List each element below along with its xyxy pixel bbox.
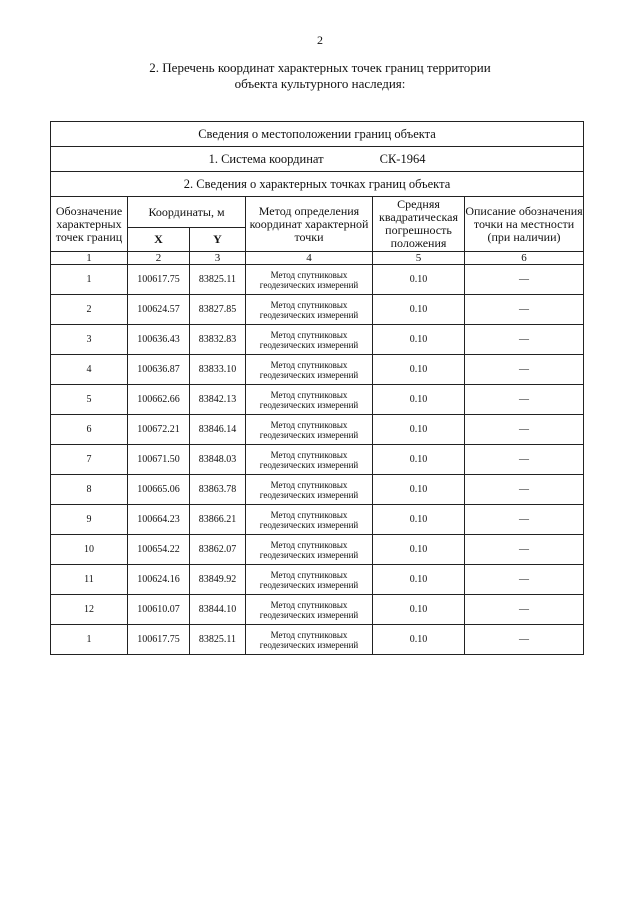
table-row <box>51 385 584 415</box>
coord-y: 83846.14 <box>190 415 246 445</box>
column-numbers-row <box>51 252 584 265</box>
method-line-1: Метод спутниковых <box>270 539 348 550</box>
method-line-1: Метод спутниковых <box>270 629 348 640</box>
description-dash: — <box>519 454 530 465</box>
point-number: 9 <box>51 505 128 535</box>
coord-y: 83862.07 <box>190 535 246 565</box>
description-dash: — <box>519 364 530 375</box>
point-number: 10 <box>51 535 128 565</box>
mean-square-error: 0.10 <box>373 595 465 625</box>
mean-square-error: 0.10 <box>373 445 465 475</box>
coord-x: 100672.21 <box>128 415 190 445</box>
method-line-1: Метод спутниковых <box>270 479 348 490</box>
method-line-1: Метод спутниковых <box>270 569 348 580</box>
point-number: 7 <box>51 445 128 475</box>
method <box>246 325 373 355</box>
method-line-1: Метод спутниковых <box>270 329 348 340</box>
mean-square-error: 0.10 <box>373 385 465 415</box>
description-dash: — <box>519 304 530 315</box>
description-dash: — <box>519 484 530 495</box>
coord-x: 100662.66 <box>128 385 190 415</box>
point-description <box>465 535 584 565</box>
column-number: 6 <box>465 252 584 265</box>
description-dash: — <box>519 634 530 645</box>
table-row <box>51 475 584 505</box>
header-coordinates: Координаты, м <box>128 197 246 228</box>
table-row <box>51 595 584 625</box>
mean-square-error: 0.10 <box>373 475 465 505</box>
point-number: 2 <box>51 295 128 325</box>
point-description <box>465 325 584 355</box>
point-description <box>465 445 584 475</box>
table-row <box>51 625 584 655</box>
table-row <box>51 295 584 325</box>
coord-x: 100617.75 <box>128 625 190 655</box>
table-row <box>51 355 584 385</box>
header-designation: Обозначение характерных точек границ <box>51 197 128 252</box>
coord-y: 83825.11 <box>190 265 246 295</box>
header-error: Средняя квадратическая погрешность положения <box>373 197 465 252</box>
description-dash: — <box>519 574 530 585</box>
method-line-1: Метод спутниковых <box>270 359 348 370</box>
method-line-2: геодезических измерений <box>259 369 359 380</box>
point-number: 6 <box>51 415 128 445</box>
method <box>246 415 373 445</box>
method <box>246 475 373 505</box>
coord-x: 100617.75 <box>128 265 190 295</box>
point-description <box>465 415 584 445</box>
method <box>246 295 373 325</box>
coord-x: 100665.06 <box>128 475 190 505</box>
coord-y: 83849.92 <box>190 565 246 595</box>
method <box>246 625 373 655</box>
mean-square-error: 0.10 <box>373 625 465 655</box>
point-description <box>465 505 584 535</box>
table-row <box>51 415 584 445</box>
page-number: 2 <box>317 33 323 47</box>
method-line-1: Метод спутниковых <box>270 389 348 400</box>
table-row <box>51 535 584 565</box>
method-line-1: Метод спутниковых <box>270 269 348 280</box>
coord-x: 100624.16 <box>128 565 190 595</box>
method-line-1: Метод спутниковых <box>270 509 348 520</box>
coord-y: 83863.78 <box>190 475 246 505</box>
table-banner-row <box>51 122 584 147</box>
point-description <box>465 595 584 625</box>
coordinate-system-row <box>51 147 584 172</box>
method-line-2: геодезических измерений <box>259 549 359 560</box>
description-dash: — <box>519 544 530 555</box>
coord-y: 83866.21 <box>190 505 246 535</box>
coord-x: 100636.87 <box>128 355 190 385</box>
method <box>246 445 373 475</box>
description-dash: — <box>519 514 530 525</box>
coord-y: 83832.83 <box>190 325 246 355</box>
mean-square-error: 0.10 <box>373 535 465 565</box>
method-line-2: геодезических измерений <box>259 279 359 290</box>
method <box>246 565 373 595</box>
points-details-label: 2. Сведения о характерных точках границ объекта <box>51 172 584 197</box>
method-line-2: геодезических измерений <box>259 519 359 530</box>
coord-x: 100610.07 <box>128 595 190 625</box>
mean-square-error: 0.10 <box>373 415 465 445</box>
table-row <box>51 265 584 295</box>
method-line-1: Метод спутниковых <box>270 419 348 430</box>
method-line-2: геодезических измерений <box>259 459 359 470</box>
coord-y: 83844.10 <box>190 595 246 625</box>
coord-x: 100671.50 <box>128 445 190 475</box>
coord-x: 100654.22 <box>128 535 190 565</box>
point-number: 1 <box>51 265 128 295</box>
method-line-2: геодезических измерений <box>259 579 359 590</box>
column-number: 1 <box>51 252 128 265</box>
point-description <box>465 355 584 385</box>
description-dash: — <box>519 274 530 285</box>
coord-x: 100636.43 <box>128 325 190 355</box>
point-number: 4 <box>51 355 128 385</box>
column-number: 2 <box>128 252 190 265</box>
header-y: Y <box>190 228 246 252</box>
method <box>246 535 373 565</box>
table-header-row <box>51 197 584 228</box>
method <box>246 505 373 535</box>
point-number: 12 <box>51 595 128 625</box>
mean-square-error: 0.10 <box>373 505 465 535</box>
point-description <box>465 295 584 325</box>
table-banner: Сведения о местоположении границ объекта <box>51 122 584 147</box>
point-number: 11 <box>51 565 128 595</box>
header-x: X <box>128 228 190 252</box>
coordinates-table <box>50 121 584 655</box>
point-description <box>465 265 584 295</box>
point-number: 1 <box>51 625 128 655</box>
mean-square-error: 0.10 <box>373 325 465 355</box>
table-row <box>51 565 584 595</box>
document-title <box>0 60 640 92</box>
table-row <box>51 445 584 475</box>
mean-square-error: 0.10 <box>373 265 465 295</box>
coord-x: 100664.23 <box>128 505 190 535</box>
method-line-2: геодезических измерений <box>259 609 359 620</box>
mean-square-error: 0.10 <box>373 355 465 385</box>
method-line-2: геодезических измерений <box>259 309 359 320</box>
mean-square-error: 0.10 <box>373 295 465 325</box>
method-line-2: геодезических измерений <box>259 429 359 440</box>
method <box>246 385 373 415</box>
coord-y: 83825.11 <box>190 625 246 655</box>
coordinate-system-label: 1. Система координат <box>208 151 324 166</box>
point-number: 3 <box>51 325 128 355</box>
point-number: 5 <box>51 385 128 415</box>
column-number: 3 <box>190 252 246 265</box>
method <box>246 595 373 625</box>
column-number: 5 <box>373 252 465 265</box>
coord-x: 100624.57 <box>128 295 190 325</box>
coord-y: 83833.10 <box>190 355 246 385</box>
column-number: 4 <box>246 252 373 265</box>
method <box>246 355 373 385</box>
document-title-line-2: объекта культурного наследия: <box>234 76 406 91</box>
table-row <box>51 505 584 535</box>
point-description <box>465 625 584 655</box>
point-number: 8 <box>51 475 128 505</box>
method-line-2: геодезических измерений <box>259 489 359 500</box>
description-dash: — <box>519 424 530 435</box>
table-row <box>51 325 584 355</box>
document-title-line-1: 2. Перечень координат характерных точек границ территории <box>149 60 491 75</box>
method-line-1: Метод спутниковых <box>270 299 348 310</box>
header-method: Метод определения координат характерной точки <box>246 197 373 252</box>
mean-square-error: 0.10 <box>373 565 465 595</box>
coord-y: 83827.85 <box>190 295 246 325</box>
point-description <box>465 475 584 505</box>
description-dash: — <box>519 334 530 345</box>
method-line-2: геодезических измерений <box>259 339 359 350</box>
header-description: Описание обозначения точки на местности (при наличии) <box>465 197 584 252</box>
coordinate-system-value: СК-1964 <box>379 151 426 166</box>
points-details-row <box>51 172 584 197</box>
method-line-1: Метод спутниковых <box>270 449 348 460</box>
method-line-2: геодезических измерений <box>259 639 359 650</box>
method-line-1: Метод спутниковых <box>270 599 348 610</box>
point-description <box>465 385 584 415</box>
description-dash: — <box>519 394 530 405</box>
description-dash: — <box>519 604 530 615</box>
coord-y: 83848.03 <box>190 445 246 475</box>
method-line-2: геодезических измерений <box>259 399 359 410</box>
method <box>246 265 373 295</box>
point-description <box>465 565 584 595</box>
coord-y: 83842.13 <box>190 385 246 415</box>
